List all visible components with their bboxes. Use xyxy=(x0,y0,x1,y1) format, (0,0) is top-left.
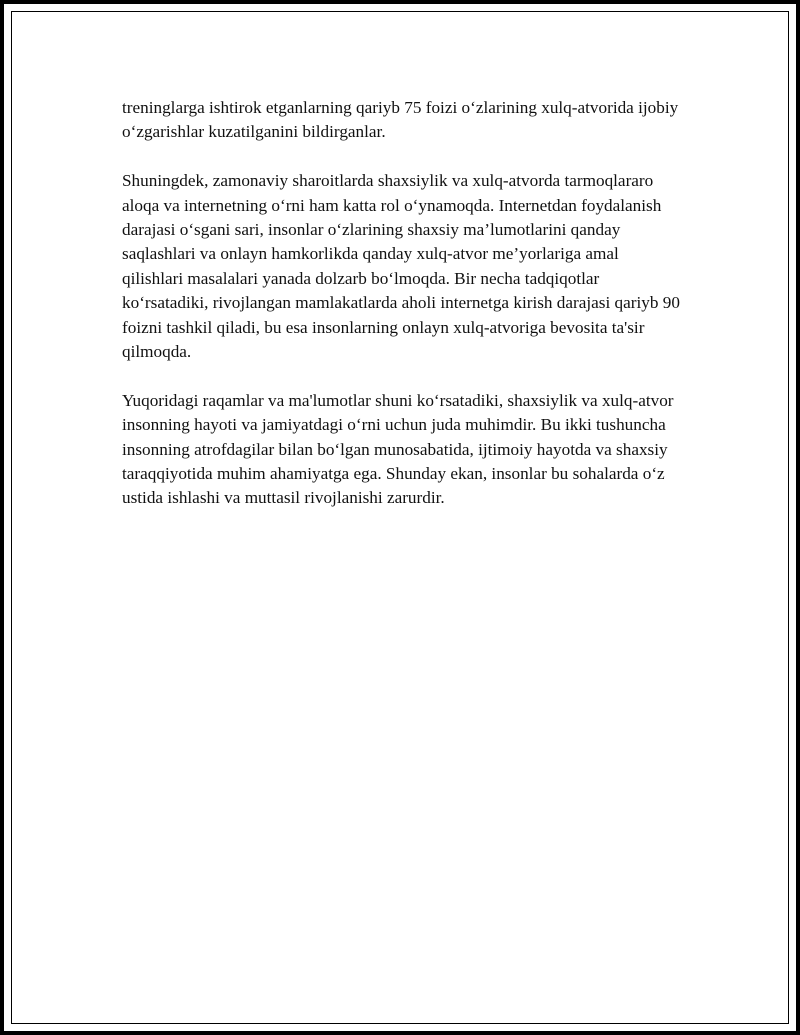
paragraph-3: Yuqoridagi raqamlar va ma'lumotlar shuni ko‘rsatadiki, shaxsiylik va xulq-atvor insonning hayoti va jamiyatdagi o‘rni uchun juda muhimdir. Bu ikki tushuncha insonning atrofdagilar bilan bo‘lgan munosabatida, ijtimoiy hayotda va shaxsiy taraqqiyotida muhim ahamiyatga ega. Shunday ekan, insonlar bu sohalarda o‘z ustida ishlashi va muttasil rivojlanishi zarurdir. xyxy=(122,390,674,508)
paragraph-1: treninglarga ishtirok etganlarning qariyb 75 foizi o‘zlarining xulq-atvorida ijobiy o‘zgarishlar kuzatilganini bildirganlar. xyxy=(122,98,679,142)
paragraph-2: Shuningdek, zamonaviy sharoitlarda shaxsiylik va xulq-atvorda tarmoqlararo aloqa va internetning o‘rni ham katta rol o‘ynamoqda. Internetdan foydalanish darajasi o‘sgani sari, insonlar o‘zlarining shaxsiy ma’lumotlarini qanday saqlashlari va onlayn hamkorlikda qanday xulq-atvor me’yorlariga amal qilishlari masalalari yanada dolzarb bo‘lmoqda. Bir necha tadqiqotlar ko‘rsatadiki, rivojlangan mamlakatlarda aholi internetga kirish darajasi qariyb 90 foizni tashkil qiladi, bu esa insonlarning onlayn xulq-atvoriga bevosita ta'sir qilmoqda. xyxy=(122,171,680,362)
document-body xyxy=(122,96,682,535)
